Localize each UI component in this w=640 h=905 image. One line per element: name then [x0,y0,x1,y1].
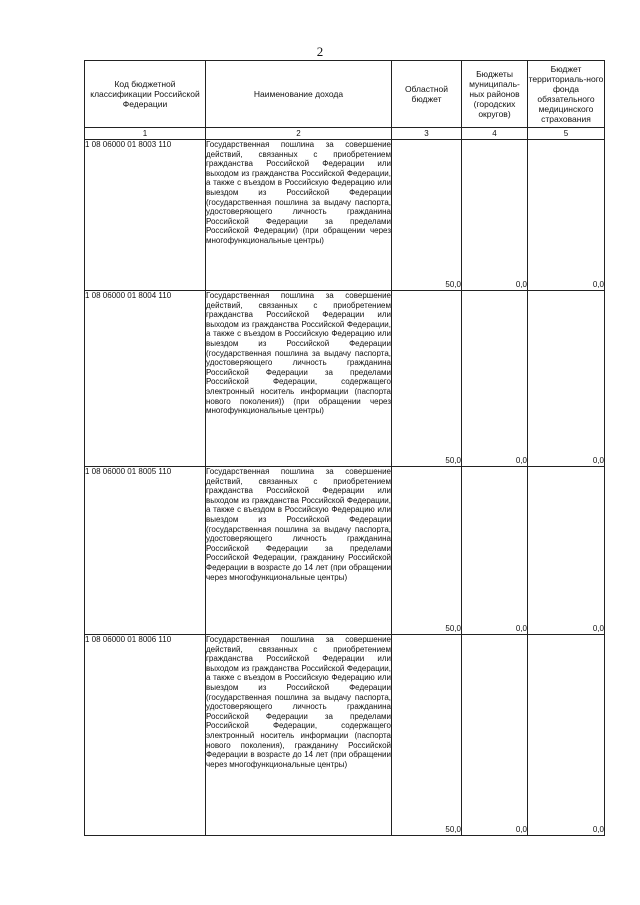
column-number: 4 [462,128,528,140]
row-name [206,140,392,291]
row-name-text: Государственная пошлина за совершение действий, связанных с приобретением гражданства Российской Федерации или выходом из гражданства Российской Федерации, а также с въездом в Российскую Федерацию или выездом из Российской Федерации (государственная пошлина за выдачу паспорта, удостоверяющего личность гражданина Российской Федерации за пределами Российской Федерации, содержащего электронный носитель информации (паспорта нового поколения)) (при обращении через многофункциональные центры) [206,291,391,416]
row-name [206,635,392,836]
column-number-row [85,128,605,140]
row-fund-value: 0,0 [528,635,605,836]
row-regional-value: 50,0 [392,635,462,836]
page-number: 2 [316,44,324,59]
row-code: 1 08 06000 01 8006 110 [85,635,206,836]
column-number: 1 [85,128,206,140]
row-fund-value: 0,0 [528,291,605,467]
row-regional-value: 50,0 [392,291,462,467]
column-number: 3 [392,128,462,140]
row-code: 1 08 06000 01 8003 110 [85,140,206,291]
row-name-text: Государственная пошлина за совершение действий, связанных с приобретением гражданства Российской Федерации или выходом из гражданства Российской Федерации, а также с въездом в Российскую Федерацию или выездом из Российской Федерации (государственная пошлина за выдачу паспорта, удостоверяющего личность гражданина Российской Федерации за пределами Российской Федерации) (при обращении через многофункциональные центры) [206,140,391,245]
row-municipal-value: 0,0 [462,635,528,836]
row-name-text: Государственная пошлина за совершение действий, связанных с приобретением гражданства Российской Федерации или выходом из гражданства Российской Федерации, а также с въездом в Российскую Федерацию или выездом из Российской Федерации (государственная пошлина за выдачу паспорта, удостоверяющего личность гражданина Российской Федерации за пределами Российской Федерации, содержащего электронный носитель информации (паспорта нового поколения), гражданину Российской Федерации в возрасте до 14 лет (при обращении через многофункциональные центры) [206,635,391,769]
row-regional-value: 50,0 [392,140,462,291]
row-municipal-value: 0,0 [462,140,528,291]
row-municipal-value: 0,0 [462,291,528,467]
row-municipal-value: 0,0 [462,467,528,635]
row-regional-value: 50,0 [392,467,462,635]
column-number: 5 [528,128,605,140]
header-code: Код бюджетной классификации Российской Федерации [85,61,206,128]
header-regional: Областной бюджет [392,61,462,128]
column-number: 2 [206,128,392,140]
row-name-text: Государственная пошлина за совершение действий, связанных с приобретением гражданства Российской Федерации или выходом из гражданства Российской Федерации, а также с въездом в Российскую Федерацию или выездом из Российской Федерации (государственная пошлина за выдачу паспорта, удостоверяющего личность гражданина Российской Федерации за пределами Российской Федерации, гражданину Российской Федерации в возрасте до 14 лет (при обращении через многофункциональные центры) [206,467,391,582]
header-municipal: Бюджеты муниципаль-ных районов (городских округов) [462,61,528,128]
table-header-row [85,61,605,128]
table-row [85,467,605,635]
table-row [85,291,605,467]
header-fund: Бюджет территориаль-ного фонда обязательного медицинского страхования [528,61,605,128]
row-code: 1 08 06000 01 8005 110 [85,467,206,635]
revenue-table [84,60,605,836]
row-name [206,291,392,467]
table-row [85,140,605,291]
row-code: 1 08 06000 01 8004 110 [85,291,206,467]
row-fund-value: 0,0 [528,467,605,635]
header-name: Наименование дохода [206,61,392,128]
table-row [85,635,605,836]
row-fund-value: 0,0 [528,140,605,291]
row-name [206,467,392,635]
